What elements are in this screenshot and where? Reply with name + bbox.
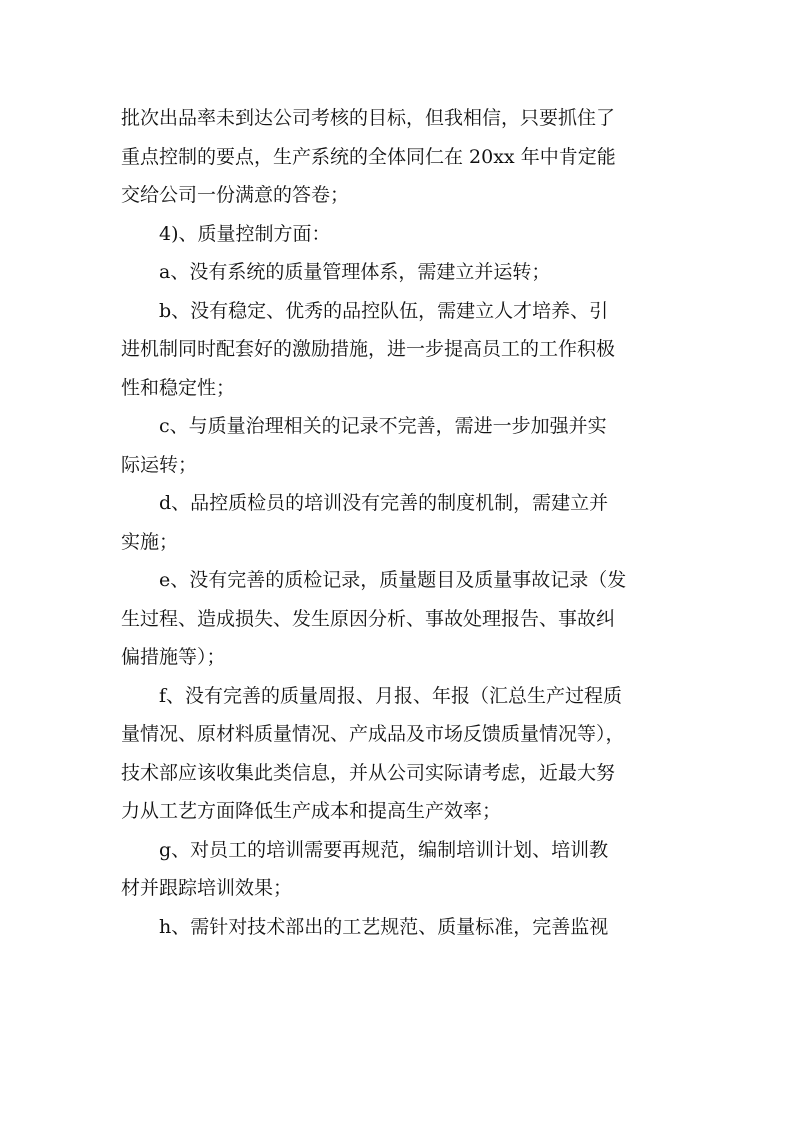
body-text bbox=[121, 99, 681, 946]
text-line: 实施； bbox=[121, 530, 179, 553]
text-line: 生过程、造成损失、发生原因分析、事故处理报告、事故纠 bbox=[121, 607, 616, 630]
text-line: 进机制同时配套好的激励措施，进一步提高员工的工作积极 bbox=[121, 338, 616, 360]
text-line: g、对员工的培训需要再规范，编制培训计划、培训教 bbox=[159, 838, 609, 861]
text-line: c、与质量治理相关的记录不完善，需进一步加强并实 bbox=[159, 415, 607, 437]
text-line: 4)、质量控制方面： bbox=[159, 222, 331, 245]
text-line: a、没有系统的质量管理体系，需建立并运转； bbox=[159, 261, 551, 283]
text-line: 材并跟踪培训效果； bbox=[121, 877, 293, 899]
text-line: 际运转； bbox=[121, 453, 198, 476]
text-line: d、品控质检员的培训没有完善的制度机制，需建立并 bbox=[159, 492, 609, 514]
text-line: 批次出品率未到达公司考核的目标，但我相信，只要抓住了 bbox=[121, 107, 616, 129]
text-line: e、没有完善的质检记录，质量题目及质量事故记录（发 bbox=[159, 569, 627, 591]
text-line: 技术部应该收集此类信息，并从公司实际请考虑，近最大努 bbox=[121, 761, 616, 784]
text-line: 力从工艺方面降低生产成本和提高生产效率； bbox=[121, 800, 502, 822]
text-line: 重点控制的要点，生产系统的全体同仁在 20xx 年中肯定能 bbox=[121, 145, 616, 168]
text-line: 偏措施等）； bbox=[121, 646, 226, 668]
text-line: 量情况、原材料质量情况、产成品及市场反馈质量情况等）， bbox=[121, 723, 625, 745]
text-line: f、没有完善的质量周报、月报、年报（汇总生产过程质 bbox=[159, 684, 623, 707]
text-line: b、没有稳定、优秀的品控队伍，需建立人才培养、引 bbox=[159, 299, 609, 322]
text-line: 交给公司一份满意的答卷； bbox=[121, 184, 350, 206]
text-line: 性和稳定性； bbox=[121, 376, 236, 399]
text-line: h、需针对技术部出的工艺规范、质量标准，完善监视 bbox=[159, 915, 609, 938]
